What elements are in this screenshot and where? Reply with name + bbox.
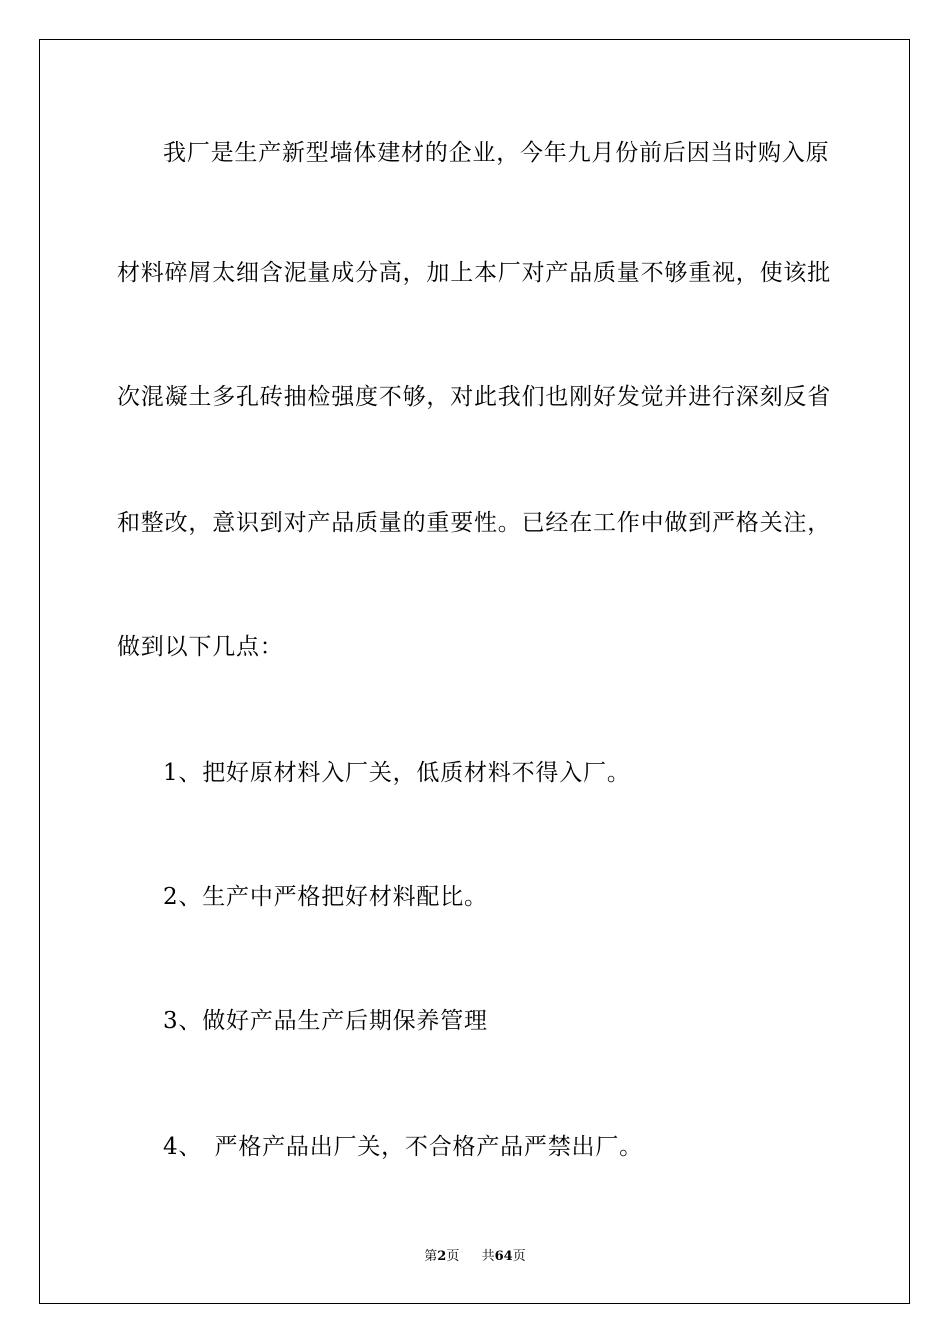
footer-page-number: 2 <box>437 1249 447 1264</box>
footer-total-prefix: 共 <box>481 1249 495 1264</box>
paragraph-line-2: 材料碎屑太细含泥量成分高，加上本厂对产品质量不够重视，使该批 <box>117 260 831 286</box>
paragraph-text-1: 我厂是生产新型墙体建材的企业，今年九月份前后因当时购入原 <box>163 140 830 166</box>
paragraph-line-1 <box>117 138 837 168</box>
list-item-2: 2、生产中严格把好材料配比。 <box>163 884 488 910</box>
footer-page-suffix: 页 <box>446 1249 460 1264</box>
footer-total-pages: 64 <box>494 1249 513 1264</box>
footer-total-suffix: 页 <box>512 1249 526 1264</box>
page-border <box>39 39 910 1304</box>
list-item-4: 4、 严格产品出厂关，不合格产品严禁出厂。 <box>163 1134 643 1160</box>
paragraph-line-5: 做到以下几点： <box>117 634 284 660</box>
page-footer <box>0 1248 950 1266</box>
footer-page-prefix: 第 <box>424 1249 438 1264</box>
paragraph-line-4: 和整改，意识到对产品质量的重要性。已经在工作中做到严格关注， <box>117 510 831 536</box>
paragraph-line-3: 次混凝土多孔砖抽检强度不够，对此我们也刚好发觉并进行深刻反省 <box>117 384 831 410</box>
list-item-1: 1、把好原材料入厂关，低质材料不得入厂。 <box>163 760 631 786</box>
list-item-3: 3、做好产品生产后期保养管理 <box>163 1008 488 1034</box>
